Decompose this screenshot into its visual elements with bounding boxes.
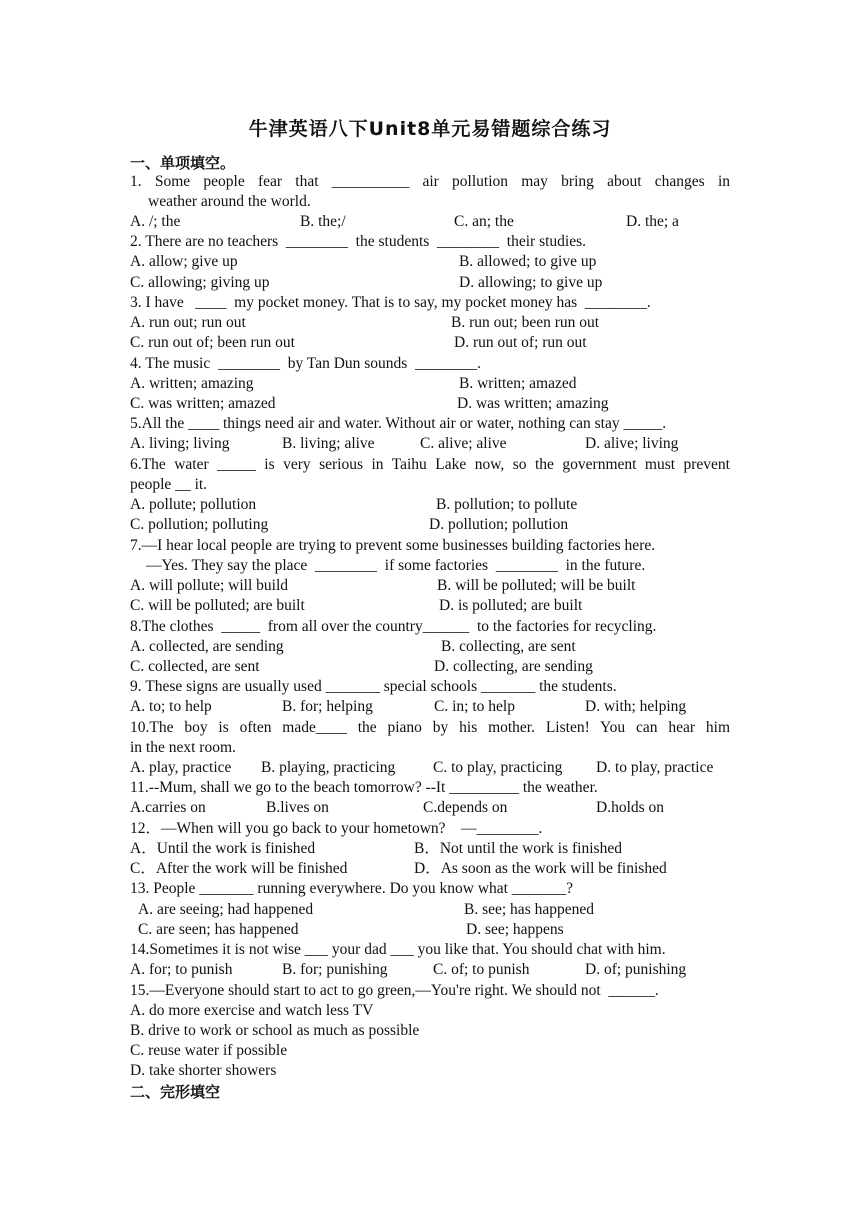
question-2-option-d: D. allowing; to give up [459, 274, 603, 291]
question-5-option-c: C. alive; alive [420, 435, 507, 452]
question-2-option-b: B. allowed; to give up [459, 253, 597, 270]
question-8-option-b: B. collecting, are sent [441, 638, 576, 655]
question-9-option-c: C. in; to help [434, 698, 515, 715]
question-3-option-d: D. run out of; run out [454, 334, 587, 351]
question-14-option-b: B. for; punishing [282, 961, 388, 978]
section-heading-cloze: 二、完形填空 [130, 1083, 221, 1101]
question-7-option-c: C. will be polluted; are built [130, 597, 305, 614]
question-8-option-d: D. collecting, are sending [434, 658, 593, 675]
question-15-option-c: C. reuse water if possible [130, 1042, 288, 1059]
question-1-option-a: A. /; the [130, 213, 181, 230]
question-6-stem-continued: people __ it. [130, 476, 208, 493]
question-6-option-a: A. pollute; pollution [130, 496, 257, 513]
question-15-stem: 15.—Everyone should start to act to go green,—You're right. We should not ______. [130, 982, 659, 999]
question-11-stem: 11.--Mum, shall we go to the beach tomorrow? --It _________ the weather. [130, 779, 598, 796]
question-5-option-b: B. living; alive [282, 435, 375, 452]
question-1-option-d: D. the; a [626, 213, 679, 230]
question-5-option-d: D. alive; living [585, 435, 679, 452]
question-2-option-c: C. allowing; giving up [130, 274, 270, 291]
question-7-reply: —Yes. They say the place ________ if some factories ________ in the future. [146, 557, 646, 574]
question-14-option-d: D. of; punishing [585, 961, 687, 978]
question-14-option-c: C. of; to punish [433, 961, 530, 978]
question-11-option-c: C.depends on [423, 799, 508, 816]
question-8-stem: 8.The clothes _____ from all over the country______ to the factories for recycling. [130, 618, 657, 635]
question-3-option-b: B. run out; been run out [451, 314, 600, 331]
question-11-option-b: B.lives on [266, 799, 329, 816]
question-9-option-d: D. with; helping [585, 698, 687, 715]
question-10-stem: 10.The boy is often made____ the piano by his mother. Listen! You can hear him [130, 719, 730, 736]
question-6-option-d: D. pollution; pollution [429, 516, 569, 533]
question-10-option-d: D. to play, practice [596, 759, 714, 776]
question-13-option-a: A. are seeing; had happened [138, 901, 314, 918]
question-4-option-c: C. was written; amazed [130, 395, 276, 412]
question-15-option-a: A. do more exercise and watch less TV [130, 1002, 374, 1019]
question-9-stem: 9. These signs are usually used _______ special schools _______ the students. [130, 678, 617, 695]
page-title: 牛津英语八下Unit8单元易错题综合练习 [248, 118, 612, 140]
question-1-option-b: B. the;/ [300, 213, 346, 230]
question-7-option-d: D. is polluted; are built [439, 597, 583, 614]
question-12-option-b: B．Not until the work is finished [414, 840, 622, 857]
question-10-option-b: B. playing, practicing [261, 759, 396, 776]
question-12-stem: 12．—When will you go back to your hometown? —________. [130, 820, 543, 837]
question-10-stem-continued: in the next room. [130, 739, 236, 756]
question-12-option-a: A．Until the work is finished [130, 840, 316, 857]
question-6-option-b: B. pollution; to pollute [436, 496, 578, 513]
question-5-option-a: A. living; living [130, 435, 230, 452]
question-4-option-a: A. written; amazing [130, 375, 254, 392]
question-14-stem: 14.Sometimes it is not wise ___ your dad ___ you like that. You should chat with him. [130, 941, 666, 958]
question-11-option-a: A.carries on [130, 799, 206, 816]
question-15-option-d: D. take shorter showers [130, 1062, 277, 1079]
question-5-stem: 5.All the ____ things need air and water. Without air or water, nothing can stay _____. [130, 415, 667, 432]
question-7-option-a: A. will pollute; will build [130, 577, 289, 594]
question-1-option-c: C. an; the [454, 213, 514, 230]
question-3-option-c: C. run out of; been run out [130, 334, 295, 351]
question-13-option-d: D. see; happens [466, 921, 564, 938]
question-9-option-a: A. to; to help [130, 698, 212, 715]
question-14-option-a: A. for; to punish [130, 961, 233, 978]
question-10-option-c: C. to play, practicing [433, 759, 563, 776]
question-1-stem-continued: weather around the world. [148, 193, 311, 210]
question-2-stem: 2. There are no teachers ________ the students ________ their studies. [130, 233, 587, 250]
question-9-option-b: B. for; helping [282, 698, 373, 715]
question-8-option-a: A. collected, are sending [130, 638, 284, 655]
question-3-option-a: A. run out; run out [130, 314, 246, 331]
section-heading-single-choice: 一、单项填空。 [130, 154, 236, 172]
question-1-stem: 1. Some people fear that __________ air pollution may bring about changes in [130, 173, 730, 190]
question-13-stem: 13. People _______ running everywhere. Do you know what _______? [130, 880, 573, 897]
question-8-option-c: C. collected, are sent [130, 658, 260, 675]
question-3-stem: 3. I have ____ my pocket money. That is to say, my pocket money has ________. [130, 294, 651, 311]
question-13-option-b: B. see; has happened [464, 901, 594, 918]
question-12-option-c: C．After the work will be finished [130, 860, 348, 877]
question-6-stem: 6.The water _____ is very serious in Taihu Lake now, so the government must prevent [130, 456, 730, 473]
question-4-option-b: B. written; amazed [459, 375, 577, 392]
question-7-option-b: B. will be polluted; will be built [437, 577, 636, 594]
question-6-option-c: C. pollution; polluting [130, 516, 269, 533]
question-11-option-d: D.holds on [596, 799, 665, 816]
question-10-option-a: A. play, practice [130, 759, 232, 776]
question-7-stem: 7.—I hear local people are trying to prevent some businesses building factories here. [130, 537, 656, 554]
question-15-option-b: B. drive to work or school as much as possible [130, 1022, 420, 1039]
question-13-option-c: C. are seen; has happened [138, 921, 299, 938]
question-2-option-a: A. allow; give up [130, 253, 238, 270]
question-12-option-d: D．As soon as the work will be finished [414, 860, 667, 877]
question-4-option-d: D. was written; amazing [457, 395, 609, 412]
question-4-stem: 4. The music ________ by Tan Dun sounds ________. [130, 355, 481, 372]
